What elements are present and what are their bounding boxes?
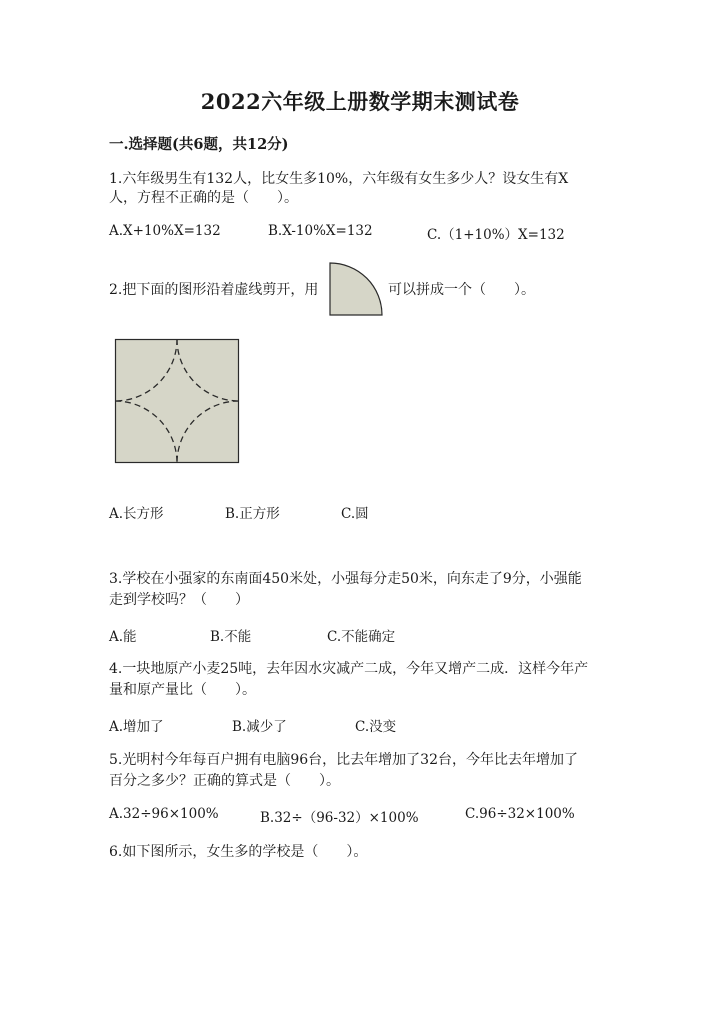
question-2-option-a[interactable]: A.长方形 [109,506,164,522]
question-4-line-2: 量和原产量比（ ）。 [109,682,256,698]
dashed-square-figure [115,339,239,463]
question-4-option-c[interactable]: C.没变 [355,719,397,735]
question-2-suffix: 可以拼成一个（ ）。 [388,282,535,298]
page-title: 2022六年级上册数学期末测试卷 [200,89,520,114]
section-heading: 一.选择题(共6题，共12分) [109,136,289,153]
question-1-option-c[interactable]: C.（1+10%）X=132 [427,227,565,243]
quarter-circle-figure [329,262,385,316]
question-4-option-a[interactable]: A.增加了 [109,719,164,735]
question-6-line-1: 6.如下图所示，女生多的学校是（ ）。 [109,844,368,860]
question-5-line-1: 5.光明村今年每百户拥有电脑96台，比去年增加了32台，今年比去年增加了 [109,752,578,768]
question-3-line-2: 走到学校吗？（ ） [109,592,249,608]
question-3-option-c[interactable]: C.不能确定 [327,629,396,645]
question-1-option-b[interactable]: B.X-10%X=132 [268,223,373,239]
question-3-line-1: 3.学校在小强家的东南面450米处，小强每分走50米，向东走了9分，小强能 [109,571,582,587]
question-1-option-a[interactable]: A.X+10%X=132 [109,223,221,239]
question-2-option-b[interactable]: B.正方形 [225,506,280,522]
question-5-option-c[interactable]: C.96÷32×100% [465,806,575,822]
question-3-option-a[interactable]: A.能 [109,629,137,645]
question-4-option-b[interactable]: B.减少了 [232,719,287,735]
question-2-prefix: 2.把下面的图形沿着虚线剪开，用 [109,282,319,298]
question-2-option-c[interactable]: C.圆 [341,506,369,522]
question-1-line-1: 1.六年级男生有132人，比女生多10%，六年级有女生多少人？设女生有X [109,171,569,187]
question-3-option-b[interactable]: B.不能 [210,629,252,645]
question-5-option-b[interactable]: B.32÷（96-32）×100% [260,810,419,826]
question-1-line-2: 人，方程不正确的是（ ）。 [109,190,298,206]
question-5-option-a[interactable]: A.32÷96×100% [109,806,219,822]
question-5-line-2: 百分之多少？正确的算式是（ ）。 [109,773,340,789]
question-4-line-1: 4.一块地原产小麦25吨，去年因水灾减产二成，今年又增产二成．这样今年产 [109,661,589,677]
